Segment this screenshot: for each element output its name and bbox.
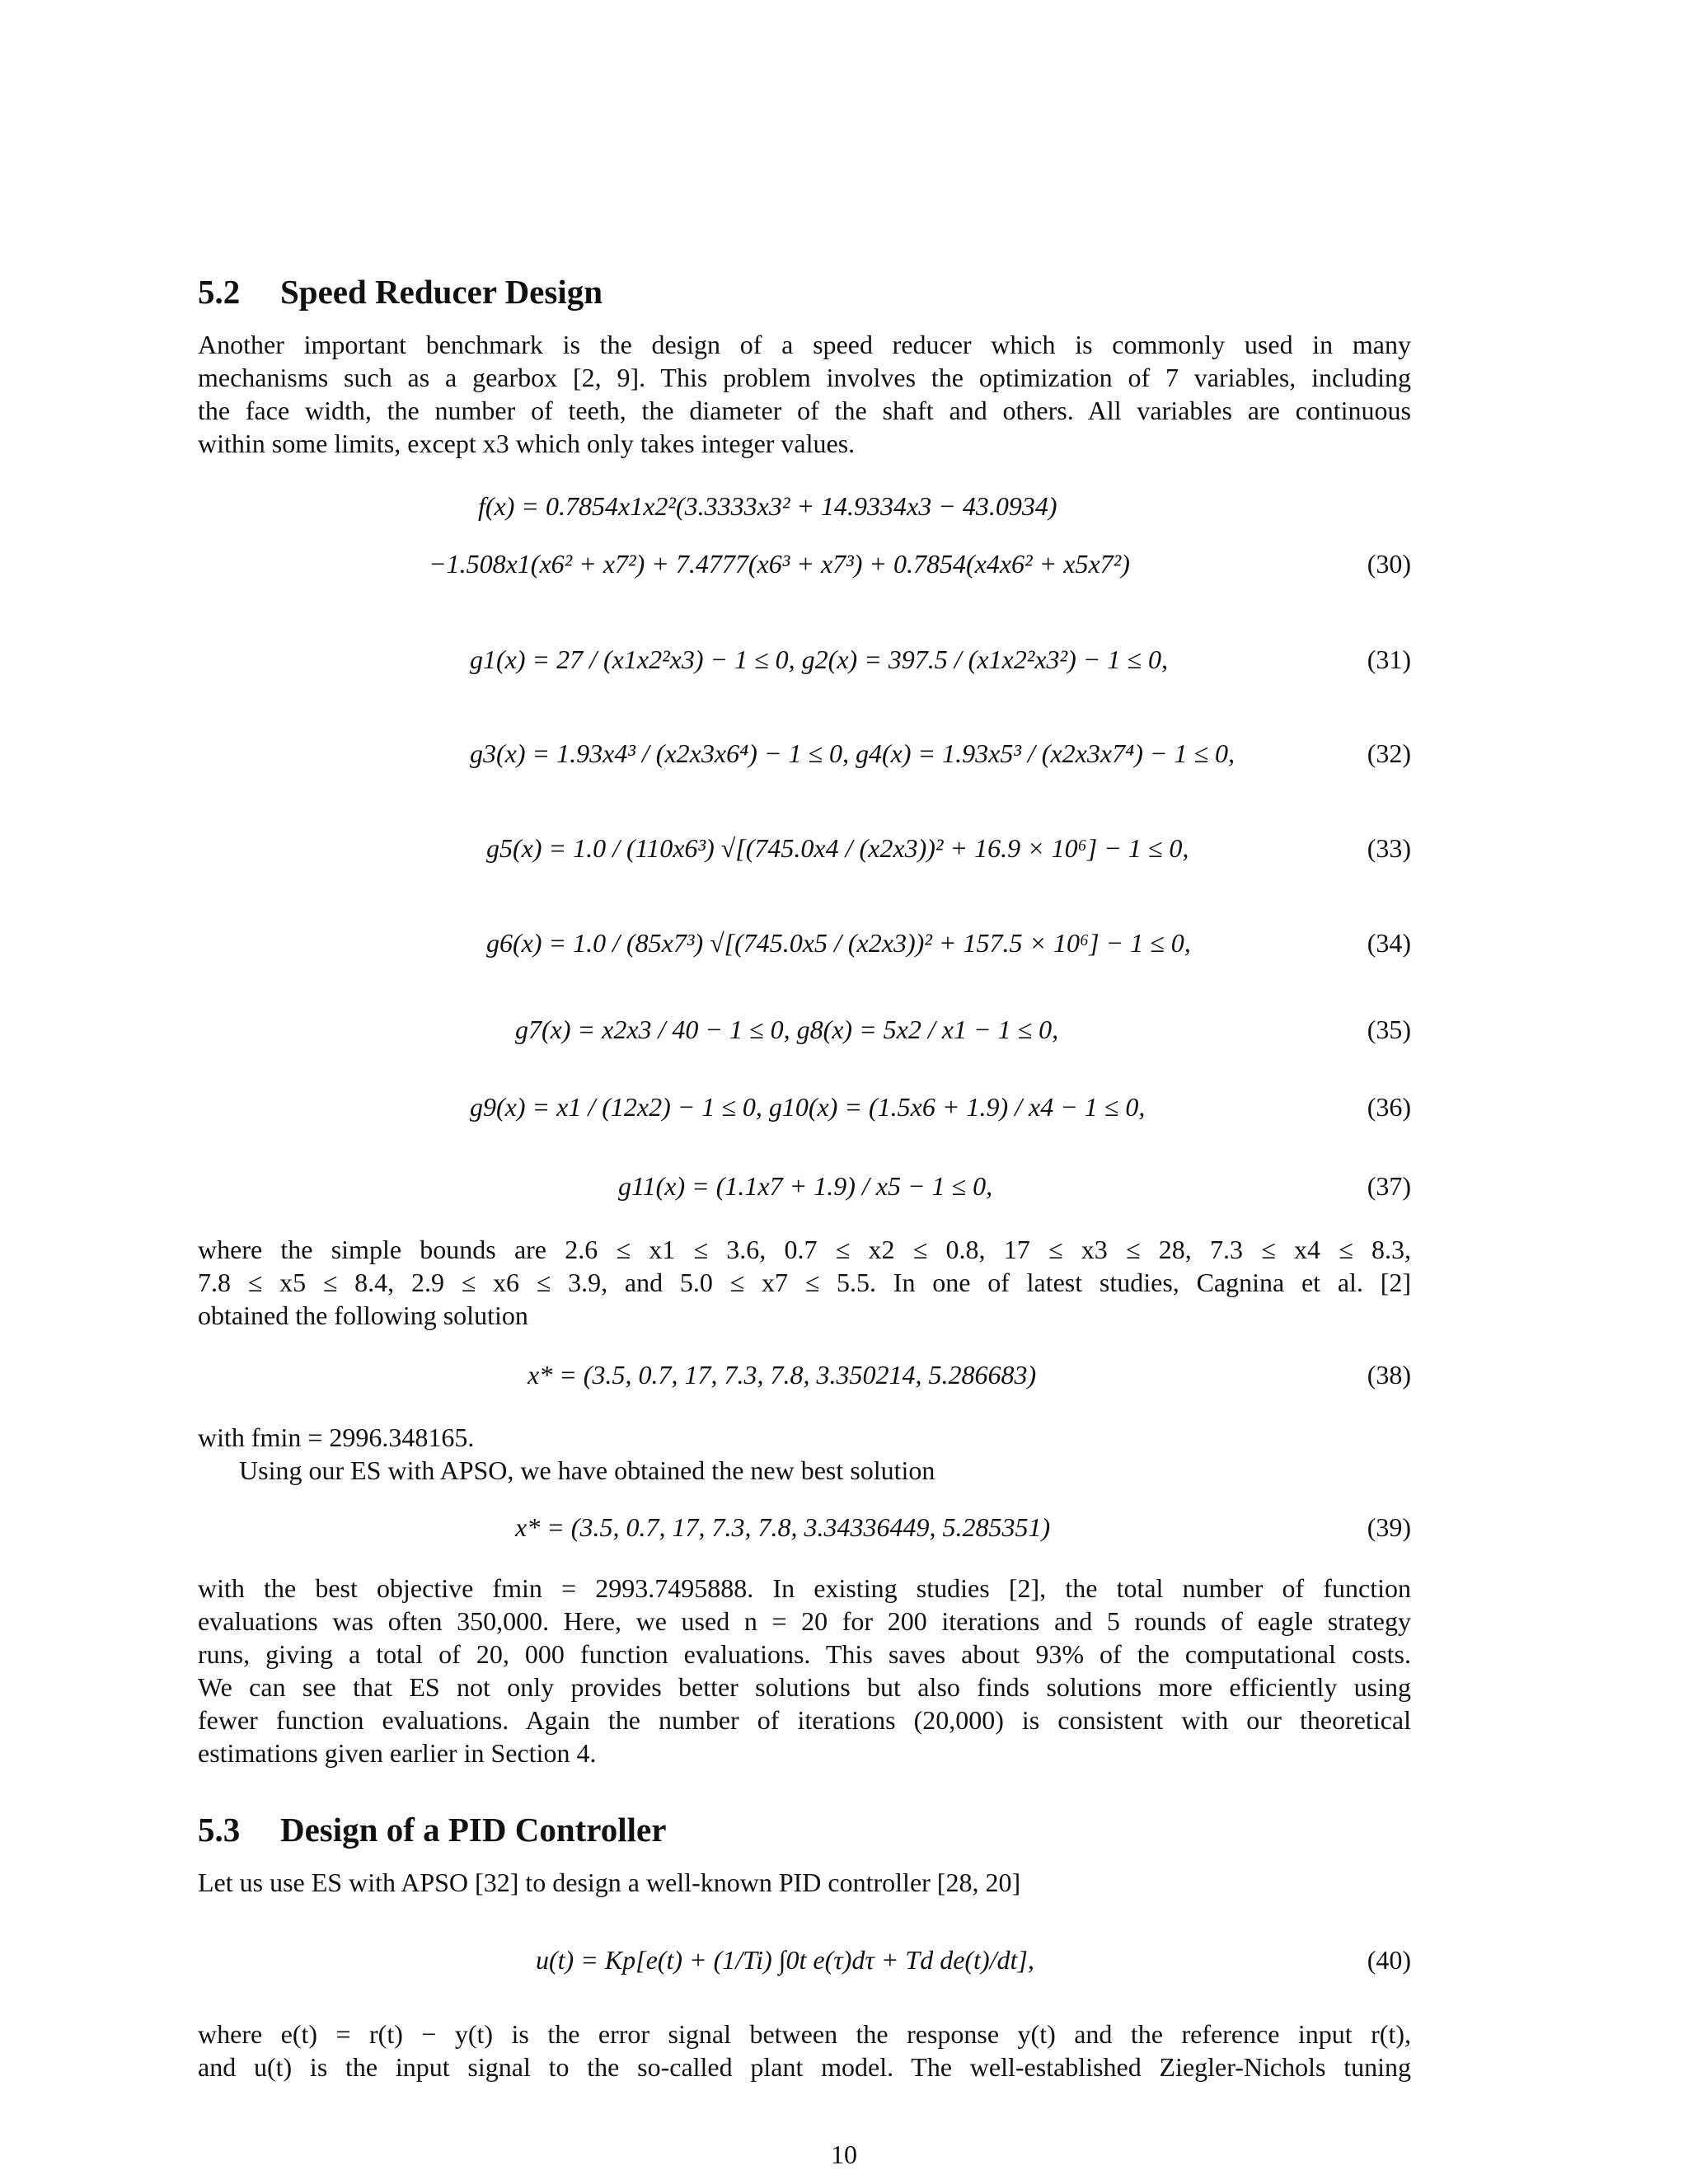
pid-intro-paragraph: [198, 1866, 1411, 1899]
page-number: 10: [831, 2139, 857, 2169]
paragraph-line: obtained the following solution: [198, 1301, 528, 1330]
fmin-paragraph: [198, 1421, 1411, 1487]
section-title: Speed Reducer Design: [280, 273, 603, 311]
intro-paragraph: [198, 328, 1411, 460]
paragraph-line: Another important benchmark is the design of a speed reducer which is commonly used in many: [198, 330, 1411, 359]
paragraph-line: We can see that ES not only provides better solutions but also finds solutions more efficiently using: [198, 1672, 1411, 1702]
equation-number: (30): [1367, 549, 1411, 579]
paragraph-line: runs, giving a total of 20, 000 function evaluations. This saves about 93% of the computational costs.: [198, 1639, 1411, 1669]
equation-35: g7(x) = x2x3 / 40 − 1 ≤ 0, g8(x) = 5x2 / x1 − 1 ≤ 0,: [515, 1015, 1059, 1044]
equation-33: g5(x) = 1.0 / (110x6³) √[(745.0x4 / (x2x3))² + 16.9 × 10⁶] − 1 ≤ 0,: [486, 833, 1189, 863]
paragraph-line: with the best objective fmin = 2993.7495888. In existing studies [2], the total number of function: [198, 1573, 1411, 1603]
equation-38: x* = (3.5, 0.7, 17, 7.3, 7.8, 3.350214, 5.286683): [528, 1360, 1037, 1390]
paragraph-line: 7.8 ≤ x5 ≤ 8.4, 2.9 ≤ x6 ≤ 3.9, and 5.0 ≤ x7 ≤ 5.5. In one of latest studies, Cagnina et al. [2]: [198, 1268, 1411, 1297]
paragraph-line: evaluations was often 350,000. Here, we used n = 20 for 200 iterations and 5 rounds of eagle strategy: [198, 1606, 1411, 1636]
equation-number: (37): [1367, 1171, 1411, 1201]
paragraph-line: fewer function evaluations. Again the number of iterations (20,000) is consistent with our theoretical: [198, 1705, 1411, 1735]
paragraph-line: within some limits, except x3 which only takes integer values.: [198, 429, 856, 458]
paragraph-line: where the simple bounds are 2.6 ≤ x1 ≤ 3.6, 0.7 ≤ x2 ≤ 0.8, 17 ≤ x3 ≤ 28, 7.3 ≤ x4 ≤ 8.3,: [198, 1235, 1411, 1264]
equation-number: (36): [1367, 1092, 1411, 1122]
paragraph-line: and u(t) is the input signal to the so-called plant model. The well-established Ziegler-Nichols tuning: [198, 2052, 1411, 2082]
paragraph-line: where e(t) = r(t) − y(t) is the error signal between the response y(t) and the reference input r(t),: [198, 2019, 1411, 2049]
equation-30-line-1: f(x) = 0.7854x1x2²(3.3333x3² + 14.9334x3 − 43.0934): [478, 491, 1057, 521]
paragraph-line: mechanisms such as a gearbox [2, 9]. This problem involves the optimization of 7 variables, including: [198, 363, 1411, 392]
equation-36: g9(x) = x1 / (12x2) − 1 ≤ 0, g10(x) = (1.5x6 + 1.9) / x4 − 1 ≤ 0,: [470, 1092, 1146, 1122]
closing-paragraph: [198, 2018, 1411, 2083]
equation-32: g3(x) = 1.93x4³ / (x2x3x6⁴) − 1 ≤ 0, g4(x) = 1.93x5³ / (x2x3x7⁴) − 1 ≤ 0,: [470, 738, 1235, 768]
equation-number: (33): [1367, 833, 1411, 863]
equation-40: u(t) = Kp[e(t) + (1/Ti) ∫0t e(τ)dτ + Td de(t)/dt],: [536, 1945, 1034, 1975]
paragraph-line: with fmin = 2996.348165.: [198, 1422, 475, 1452]
equation-34: g6(x) = 1.0 / (85x7³) √[(745.0x5 / (x2x3))² + 157.5 × 10⁶] − 1 ≤ 0,: [486, 928, 1191, 958]
section-heading-5-3: [198, 1810, 666, 1849]
paragraph-line: Let us use ES with APSO [32] to design a well-known PID controller [28, 20]: [198, 1868, 1021, 1897]
paragraph-line: the face width, the number of teeth, the diameter of the shaft and others. All variables are continuous: [198, 396, 1411, 425]
equation-number: (34): [1367, 928, 1411, 958]
section-heading-5-2: [198, 272, 603, 312]
paragraph-line: Using our ES with APSO, we have obtained the new best solution: [239, 1455, 935, 1485]
section-number: 5.3: [198, 1811, 241, 1849]
bounds-paragraph: [198, 1233, 1411, 1332]
equation-31: g1(x) = 27 / (x1x2²x3) − 1 ≤ 0, g2(x) = 397.5 / (x1x2²x3²) − 1 ≤ 0,: [470, 644, 1168, 674]
section-title: Design of a PID Controller: [280, 1811, 667, 1849]
paragraph-line: estimations given earlier in Section 4.: [198, 1738, 597, 1768]
equation-number: (40): [1367, 1945, 1411, 1975]
section-number: 5.2: [198, 273, 241, 311]
equation-number: (39): [1367, 1512, 1411, 1542]
equation-number: (31): [1367, 644, 1411, 674]
equation-37: g11(x) = (1.1x7 + 1.9) / x5 − 1 ≤ 0,: [618, 1171, 993, 1201]
equation-number: (32): [1367, 738, 1411, 768]
equation-30-line-2: −1.508x1(x6² + x7²) + 7.4777(x6³ + x7³) + 0.7854(x4x6² + x5x7²): [429, 549, 1130, 579]
results-paragraph: [198, 1572, 1411, 1769]
equation-39: x* = (3.5, 0.7, 17, 7.3, 7.8, 3.34336449, 5.285351): [515, 1512, 1051, 1542]
equation-number: (38): [1367, 1360, 1411, 1390]
equation-number: (35): [1367, 1015, 1411, 1044]
